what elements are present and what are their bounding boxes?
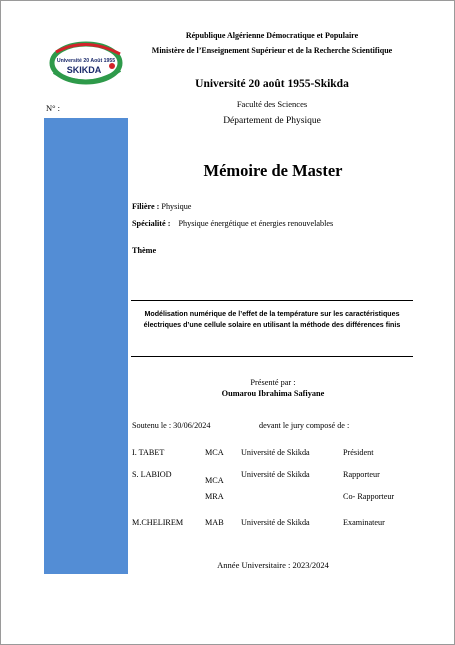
jury-member-grade: MAB — [205, 518, 224, 527]
republic-line: République Algérienne Démocratique et Populaire — [185, 31, 359, 40]
ministry-line: Ministère de l’Enseignement Supérieur et de la Recherche Scientifique — [151, 46, 393, 55]
defense-date: Soutenu le : 30/06/2024 — [132, 421, 211, 430]
theme-bottom-rule — [131, 356, 413, 357]
presented-by-label: Présenté par : — [250, 378, 296, 387]
university-name: Université 20 août 1955-Skikda — [195, 78, 349, 90]
jury-member-role: Examinateur — [343, 518, 385, 527]
jury-member-name: M.CHELIREM — [132, 518, 184, 527]
document-title: Mémoire de Master — [203, 161, 343, 180]
document-number-label: N° : — [46, 103, 61, 113]
theme-label: Thème — [132, 246, 157, 255]
decorative-blue-band — [44, 118, 128, 574]
author-name: Oumarou Ibrahima Safiyane — [221, 389, 325, 398]
jury-member-institution: Université de Skikda — [241, 470, 310, 479]
filiere-label: Filière : — [132, 202, 160, 211]
specialite-label: Spécialité : — [132, 219, 171, 228]
logo-inner-text: Université 20 Août 1955 — [56, 58, 116, 64]
jury-member-grade: MRA — [205, 492, 224, 501]
department-name: Département de Physique — [223, 116, 321, 126]
logo-name-text: SKIKDA — [66, 65, 102, 75]
theme-text: Modélisation numérique de l’effet de la température sur les caractéristiques électriques d’une cellule solaire en utilisant la méthode des différences finis — [143, 310, 401, 329]
theme-top-rule — [131, 300, 413, 301]
jury-member-name: I. TABET — [132, 448, 165, 457]
jury-intro: devant le jury composé de : — [259, 421, 350, 430]
jury-member-role: Co- Rapporteur — [343, 492, 395, 501]
jury-member-institution: Université de Skikda — [241, 518, 310, 527]
specialite-value: Physique énergétique et énergies renouvelables — [178, 219, 334, 228]
jury-member-name: S. LABIOD — [132, 470, 172, 479]
academic-year: Année Universitaire : 2023/2024 — [217, 560, 329, 570]
faculty-name: Faculté des Sciences — [236, 99, 308, 109]
filiere-row — [132, 202, 191, 211]
specialite-row — [132, 219, 333, 228]
jury-member-grade: MCA — [205, 448, 224, 457]
jury-member-role: Rapporteur — [343, 470, 380, 479]
jury-member-grade: MCA — [205, 476, 224, 485]
filiere-value: Physique — [161, 202, 192, 211]
jury-member-role: Président — [343, 448, 374, 457]
jury-member-institution: Université de Skikda — [241, 448, 310, 457]
